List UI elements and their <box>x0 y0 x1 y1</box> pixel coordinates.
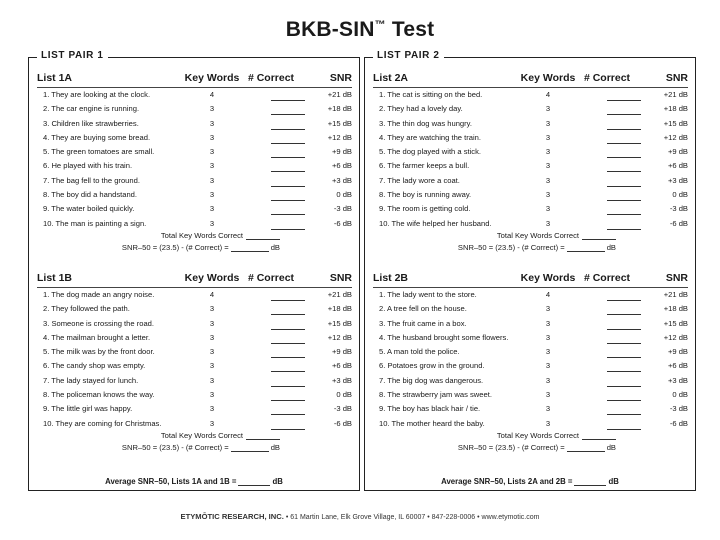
average-label: Average SNR–50, Lists 1A and 1B = <box>105 477 237 486</box>
sentence-row <box>373 145 688 159</box>
list-name: List 2A <box>373 72 409 84</box>
key-words-count: 3 <box>545 218 551 228</box>
sentence-row <box>373 402 688 416</box>
key-words-count: 4 <box>209 90 215 99</box>
key-words-count: 3 <box>545 404 551 414</box>
key-words-count: 3 <box>545 190 551 200</box>
key-words-count: 3 <box>209 147 215 157</box>
snr-value: -3 dB <box>333 204 352 214</box>
sentence-text: 5. The green tomatoes are small. <box>43 147 155 157</box>
sentence-row <box>37 131 352 145</box>
snr-value: +21 dB <box>327 290 352 299</box>
sentence-row <box>37 288 352 302</box>
snr50-row <box>373 243 688 255</box>
sentence-row <box>373 317 688 331</box>
list-name: List 1B <box>37 272 73 284</box>
snr-value: +6 dB <box>331 161 352 171</box>
sentence-row <box>37 317 352 331</box>
snr-value: +15 dB <box>663 318 688 328</box>
sentence-text: 8. The boy is running away. <box>379 190 472 200</box>
key-words-count: 3 <box>545 304 551 314</box>
list-pair-panel <box>28 50 360 491</box>
sentence-row <box>37 117 352 131</box>
sentence-row <box>373 159 688 173</box>
key-words-count: 3 <box>209 332 215 342</box>
snr-value: +9 dB <box>667 147 688 157</box>
sentence-row <box>37 88 352 102</box>
total-label: Total Key Words Correct <box>160 430 243 440</box>
key-words-count: 4 <box>209 290 215 299</box>
key-words-count: 3 <box>209 375 215 385</box>
sentence-row <box>373 374 688 388</box>
total-label: Total Key Words Correct <box>160 230 243 240</box>
key-words-count: 3 <box>545 390 551 400</box>
header-snr: SNR <box>665 72 688 84</box>
snr-value: +9 dB <box>331 347 352 357</box>
average-snr-row <box>365 477 695 486</box>
snr-value: -6 dB <box>669 218 688 228</box>
key-words-count: 4 <box>545 90 551 99</box>
snr-value: +12 dB <box>663 132 688 142</box>
sentence-row <box>373 102 688 116</box>
list-header <box>373 70 688 88</box>
snr-value: -3 dB <box>333 404 352 414</box>
list-pair-panel <box>364 50 696 491</box>
sentence-row <box>37 145 352 159</box>
snr-value: +15 dB <box>663 118 688 128</box>
key-words-count: 3 <box>209 132 215 142</box>
snr50-label: SNR–50 = (23.5) - (# Correct) = <box>121 242 229 252</box>
sentence-row <box>373 331 688 345</box>
snr-value: +18 dB <box>327 304 352 314</box>
snr-value: +3 dB <box>667 375 688 385</box>
snr-value: +21 dB <box>663 290 688 299</box>
sentence-text: 3. Someone is crossing the road. <box>43 318 155 328</box>
snr-value: +3 dB <box>667 175 688 185</box>
key-words-count: 3 <box>209 404 215 414</box>
average-blank[interactable] <box>574 477 606 486</box>
snr50-row <box>37 243 352 255</box>
total-blank[interactable] <box>246 231 280 240</box>
sentence-row <box>37 188 352 202</box>
average-snr-row <box>29 477 359 486</box>
header-key-words: Key Words <box>520 272 576 284</box>
key-words-count: 3 <box>209 204 215 214</box>
sentence-row <box>37 359 352 373</box>
sentence-text: 9. The little girl was happy. <box>43 404 133 414</box>
snr-value: +21 dB <box>327 90 352 99</box>
sentence-row <box>37 217 352 231</box>
word-list <box>37 270 352 455</box>
key-words-count: 3 <box>545 147 551 157</box>
sentence-text: 5. The dog played with a stick. <box>379 147 482 157</box>
snr-value: +18 dB <box>663 104 688 114</box>
sentence-text: 1. They are looking at the clock. <box>43 90 151 99</box>
snr50-row <box>373 443 688 455</box>
snr-value: 0 dB <box>336 190 352 200</box>
sentence-row <box>37 345 352 359</box>
list-pair-label: LIST PAIR 1 <box>37 50 108 61</box>
sentence-text: 2. The car engine is running. <box>43 104 140 114</box>
footer-address: • 61 Martin Lane, Elk Grove Village, IL 60007 • 847-228-0006 • www.etymotic.com <box>285 514 540 521</box>
snr50-unit: dB <box>270 442 280 452</box>
sentence-row <box>373 359 688 373</box>
key-words-count: 3 <box>209 304 215 314</box>
sentence-text: 6. The candy shop was empty. <box>43 361 146 371</box>
snr50-blank[interactable] <box>567 243 605 252</box>
sentence-row <box>373 188 688 202</box>
sentence-text: 10. The mother heard the baby. <box>379 418 485 428</box>
key-words-count: 3 <box>545 204 551 214</box>
footer-company: ETYMŌTIC RESEARCH, INC. <box>180 512 284 521</box>
key-words-count: 3 <box>545 418 551 428</box>
header-correct: # Correct <box>247 72 295 84</box>
sentence-row <box>373 345 688 359</box>
header-snr: SNR <box>665 272 688 284</box>
sentence-text: 5. A man told the police. <box>379 347 460 357</box>
key-words-count: 4 <box>545 290 551 299</box>
key-words-count: 3 <box>209 347 215 357</box>
total-blank[interactable] <box>582 431 616 440</box>
sentence-text: 2. They followed the path. <box>43 304 130 314</box>
sentence-text: 9. The room is getting cold. <box>379 204 471 214</box>
key-words-count: 3 <box>209 118 215 128</box>
sentence-text: 6. The farmer keeps a bull. <box>379 161 470 171</box>
key-words-count: 3 <box>209 218 215 228</box>
key-words-count: 3 <box>209 175 215 185</box>
sentence-text: 2. They had a lovely day. <box>379 104 463 114</box>
header-correct: # Correct <box>583 72 631 84</box>
snr50-unit: dB <box>606 242 616 252</box>
total-label: Total Key Words Correct <box>496 430 579 440</box>
snr-value: +12 dB <box>327 132 352 142</box>
snr-value: +6 dB <box>667 361 688 371</box>
total-blank[interactable] <box>582 231 616 240</box>
key-words-count: 3 <box>209 390 215 400</box>
snr-value: -6 dB <box>333 418 352 428</box>
sentence-text: 8. The strawberry jam was sweet. <box>379 390 492 400</box>
snr-value: 0 dB <box>672 390 688 400</box>
snr-value: +21 dB <box>663 90 688 99</box>
footer <box>0 512 720 521</box>
snr-value: +15 dB <box>327 318 352 328</box>
sentence-row <box>373 174 688 188</box>
header-snr: SNR <box>329 272 352 284</box>
snr-value: +15 dB <box>327 118 352 128</box>
list-name: List 1A <box>37 72 73 84</box>
sentence-text: 7. The lady wore a coat. <box>379 175 460 185</box>
sentence-row <box>373 117 688 131</box>
key-words-count: 3 <box>545 375 551 385</box>
sentence-text: 1. The dog made an angry noise. <box>43 290 155 299</box>
snr50-label: SNR–50 = (23.5) - (# Correct) = <box>457 242 565 252</box>
average-blank[interactable] <box>238 477 270 486</box>
sentence-row <box>373 288 688 302</box>
sentence-row <box>37 302 352 316</box>
total-key-words-row <box>373 431 688 443</box>
snr-value: +6 dB <box>331 361 352 371</box>
total-blank[interactable] <box>246 431 280 440</box>
key-words-count: 3 <box>209 418 215 428</box>
sentence-row <box>37 402 352 416</box>
key-words-count: 3 <box>545 361 551 371</box>
sentence-text: 6. Potatoes grow in the ground. <box>379 361 485 371</box>
key-words-count: 3 <box>545 118 551 128</box>
sentence-text: 1. The lady went to the store. <box>379 290 477 299</box>
sentence-row <box>37 417 352 431</box>
word-list <box>37 70 352 255</box>
list-header <box>373 270 688 288</box>
key-words-count: 3 <box>209 161 215 171</box>
sentence-text: 3. The fruit came in a box. <box>379 318 467 328</box>
sentence-row <box>37 388 352 402</box>
title-text: BKB-SIN <box>285 18 375 41</box>
average-label: Average SNR–50, Lists 2A and 2B = <box>441 477 573 486</box>
snr-value: 0 dB <box>336 390 352 400</box>
sentence-text: 10. The wife helped her husband. <box>379 218 492 228</box>
sentence-text: 10. They are coming for Christmas. <box>43 418 162 428</box>
sentence-text: 7. The lady stayed for lunch. <box>43 375 139 385</box>
sentence-row <box>37 102 352 116</box>
sentence-text: 9. The boy has black hair / tie. <box>379 404 481 414</box>
snr50-unit: dB <box>606 442 616 452</box>
snr-value: +6 dB <box>667 161 688 171</box>
key-words-count: 3 <box>545 104 551 114</box>
snr-value: +9 dB <box>667 347 688 357</box>
sentence-row <box>37 202 352 216</box>
header-key-words: Key Words <box>184 72 240 84</box>
title-suffix: Test <box>385 18 435 41</box>
snr-value: +9 dB <box>331 147 352 157</box>
sentence-row <box>373 417 688 431</box>
sentence-row <box>37 174 352 188</box>
sentence-row <box>373 202 688 216</box>
sentence-row <box>373 302 688 316</box>
snr-value: -6 dB <box>669 418 688 428</box>
snr-value: -3 dB <box>669 404 688 414</box>
sentence-row <box>373 217 688 231</box>
total-key-words-row <box>373 231 688 243</box>
sentence-text: 3. Children like strawberries. <box>43 118 139 128</box>
snr50-blank[interactable] <box>567 443 605 452</box>
sentence-text: 8. The boy did a handstand. <box>43 190 138 200</box>
header-key-words: Key Words <box>520 72 576 84</box>
list-name: List 2B <box>373 272 409 284</box>
snr50-unit: dB <box>270 242 280 252</box>
key-words-count: 3 <box>545 175 551 185</box>
key-words-count: 3 <box>545 132 551 142</box>
sentence-text: 10. The man is painting a sign. <box>43 218 147 228</box>
snr-value: -3 dB <box>669 204 688 214</box>
header-correct: # Correct <box>583 272 631 284</box>
sentence-text: 4. The mailman brought a letter. <box>43 332 151 342</box>
key-words-count: 3 <box>545 332 551 342</box>
key-words-count: 3 <box>209 361 215 371</box>
sentence-text: 7. The bag fell to the ground. <box>43 175 140 185</box>
sentence-row <box>373 88 688 102</box>
sentence-row <box>373 131 688 145</box>
snr50-label: SNR–50 = (23.5) - (# Correct) = <box>457 442 565 452</box>
snr50-row <box>37 443 352 455</box>
key-words-count: 3 <box>545 161 551 171</box>
key-words-count: 3 <box>209 190 215 200</box>
word-list <box>373 70 688 255</box>
sentence-text: 1. The cat is sitting on the bed. <box>379 90 483 99</box>
header-correct: # Correct <box>247 272 295 284</box>
total-key-words-row <box>37 231 352 243</box>
average-unit: dB <box>272 477 283 486</box>
total-label: Total Key Words Correct <box>496 230 579 240</box>
key-words-count: 3 <box>545 347 551 357</box>
snr-value: +18 dB <box>663 304 688 314</box>
snr-value: +3 dB <box>331 175 352 185</box>
word-list <box>373 270 688 455</box>
snr-value: +12 dB <box>663 332 688 342</box>
page-title <box>0 18 720 42</box>
snr50-blank[interactable] <box>231 243 269 252</box>
key-words-count: 3 <box>545 318 551 328</box>
snr-value: +18 dB <box>327 104 352 114</box>
header-key-words: Key Words <box>184 272 240 284</box>
snr-value: +12 dB <box>327 332 352 342</box>
total-key-words-row <box>37 431 352 443</box>
average-unit: dB <box>608 477 619 486</box>
header-snr: SNR <box>329 72 352 84</box>
snr-value: +3 dB <box>331 375 352 385</box>
sentence-text: 2. A tree fell on the house. <box>379 304 467 314</box>
sentence-text: 6. He played with his train. <box>43 161 133 171</box>
sentence-text: 7. The big dog was dangerous. <box>379 375 484 385</box>
snr50-label: SNR–50 = (23.5) - (# Correct) = <box>121 442 229 452</box>
list-pair-label: LIST PAIR 2 <box>373 50 444 61</box>
snr-value: -6 dB <box>333 218 352 228</box>
sentence-text: 8. The policeman knows the way. <box>43 390 155 400</box>
key-words-count: 3 <box>209 104 215 114</box>
sentence-text: 9. The water boiled quickly. <box>43 204 135 214</box>
sentence-text: 4. They are buying some bread. <box>43 132 151 142</box>
list-header <box>37 270 352 288</box>
sentence-text: 4. They are watching the train. <box>379 132 482 142</box>
snr50-blank[interactable] <box>231 443 269 452</box>
sentence-row <box>373 388 688 402</box>
trademark: ™ <box>374 19 386 31</box>
sentence-text: 3. The thin dog was hungry. <box>379 118 473 128</box>
key-words-count: 3 <box>209 318 215 328</box>
sentence-row <box>37 331 352 345</box>
sentence-text: 4. The husband brought some flowers. <box>379 332 509 342</box>
list-header <box>37 70 352 88</box>
sentence-row <box>37 374 352 388</box>
sentence-row <box>37 159 352 173</box>
snr-value: 0 dB <box>672 190 688 200</box>
sentence-text: 5. The milk was by the front door. <box>43 347 155 357</box>
